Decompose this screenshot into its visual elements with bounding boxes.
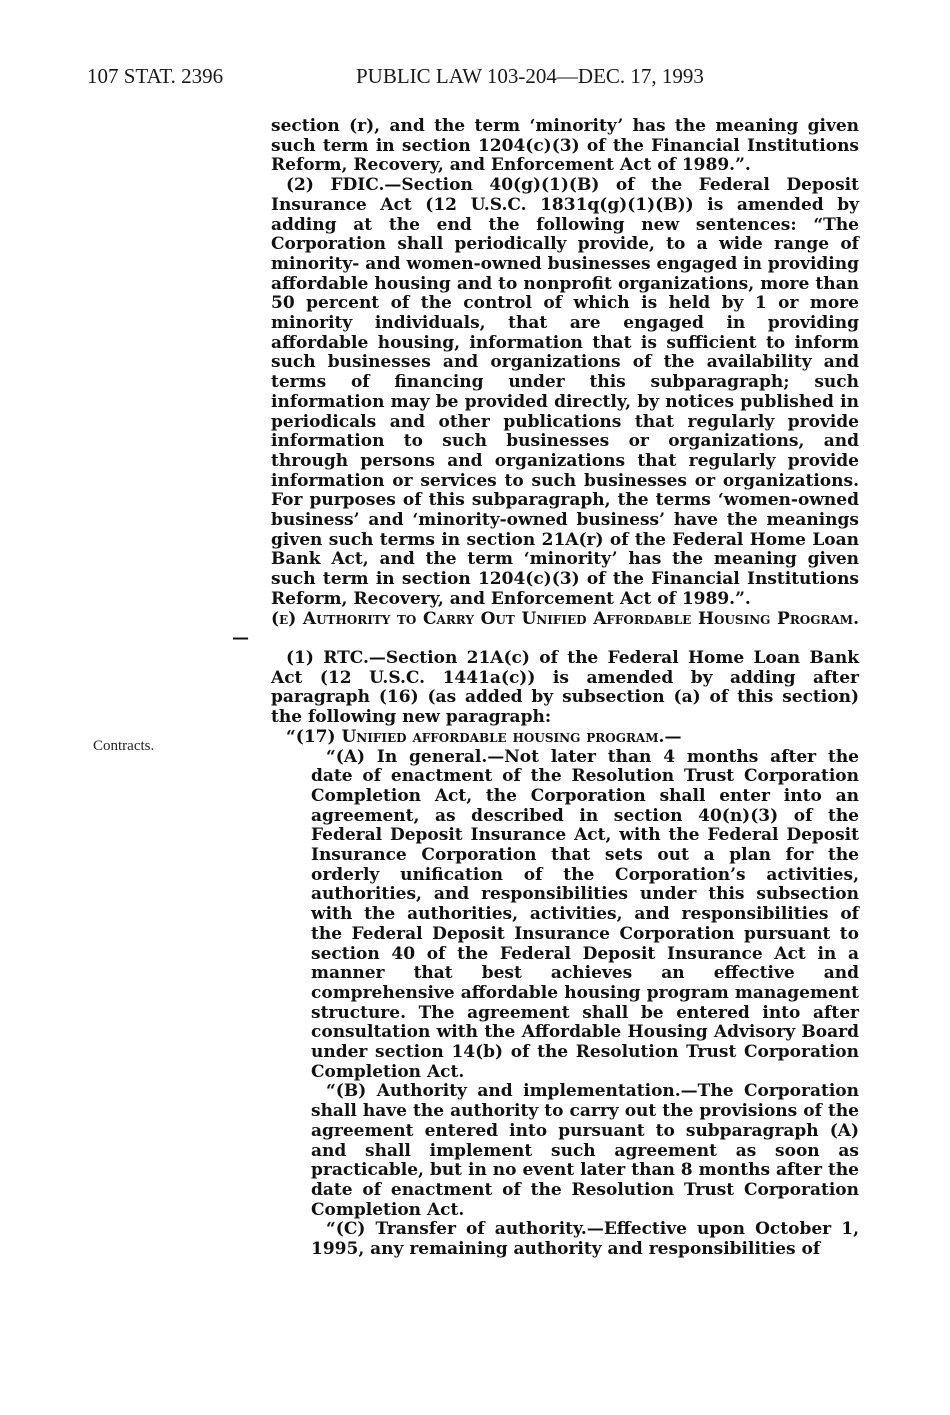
subparagraph-b: “(B) Authority and implementation.—The Corporation shall have the authority to carry out the provisions of the agreement entered into pursuant to subparagraph (A) and shall implement such agreement as soon as practicable, but in no event later than 8 months after the date of enactment of the Resolution Trust Corporation Completion Act. (311, 1081, 859, 1220)
paragraph-rtc: (1) RTC.—Section 21A(c) of the Federal Home Loan Bank Act (12 U.S.C. 1441a(c)) is amended by adding after paragraph (16) (as added by subsection (a) of this section) the following new paragraph: (271, 647, 859, 728)
public-law-reference: PUBLIC LAW 103-204—DEC. 17, 1993 (356, 64, 704, 88)
subparagraph-a: “(A) In general.—Not later than 4 months after the date of enactment of the Resolution Trust Corporation Completion Act, the Corporation shall enter into an agreement, as described in section 40(n)(3) of the Federal Deposit Insurance Act, with the Federal Deposit Insurance Corporation that sets out a plan for the orderly unification of the Corporation’s activities, authorities, and responsibilities under this subsection with the authorities, activities, and responsibilities of the Federal Deposit Insurance Corporation pursuant to section 40 of the Federal Deposit Insurance Act in a manner that best achieves an effective and comprehensive affordable housing program management structure. The agreement shall be entered into after consultation with the Affordable Housing Advisory Board under section 14(b) of the Resolution Trust Corporation Completion Act. (311, 746, 859, 1082)
paragraph-fdic: (2) FDIC.—Section 40(g)(1)(B) of the Federal Deposit Insurance Act (12 U.S.C. 1831q(g)(1)(B)) is amended by adding at the end the following new sentences: “The Corporation shall periodically provide, to a wide range of minority- and women-owned businesses engaged in providing affordable housing and to nonprofit organizations, more than 50 percent of the control of which is held by 1 or more minority individuals, that are engaged in providing affordable housing, information that is sufficient to inform such businesses and organizations of the availability and terms of financing under this subparagraph; such information may be provided directly, by notices published in periodicals and other publications that regularly provide information to such businesses or organizations, and through persons and organizations that regularly provide information or services to such businesses or organizations. For purposes of this subparagraph, the terms ‘women-owned business’ and ‘minority-owned business’ have the meanings given such terms in section 21A(r) of the Federal Home Loan Bank Act, and the term ‘minority’ has the meaning given such term in section 1204(c)(3) of the Financial Institutions Reform, Recovery, and Enforcement Act of 1989.”. (271, 175, 859, 609)
page-header (0, 64, 950, 94)
document-body (0, 117, 950, 1260)
paragraph-continuation: section (r), and the term ‘minority’ has the meaning given such term in section 1204(c)(3) of the Financial Institutions Reform, Recovery, and Enforcement Act of 1989.”. (271, 116, 859, 176)
subsection-e-heading: (e) Authority to Carry Out Unified Affordable Housing Program.— (232, 608, 859, 649)
stat-page-reference: 107 STAT. 2396 (87, 64, 224, 88)
subparagraph-c: “(C) Transfer of authority.—Effective upon October 1, 1995, any remaining authority and responsibilities of (311, 1219, 859, 1260)
margin-note: Contracts. (93, 738, 155, 754)
paragraph-17-heading: “(17) Unified affordable housing program.— (286, 726, 682, 747)
